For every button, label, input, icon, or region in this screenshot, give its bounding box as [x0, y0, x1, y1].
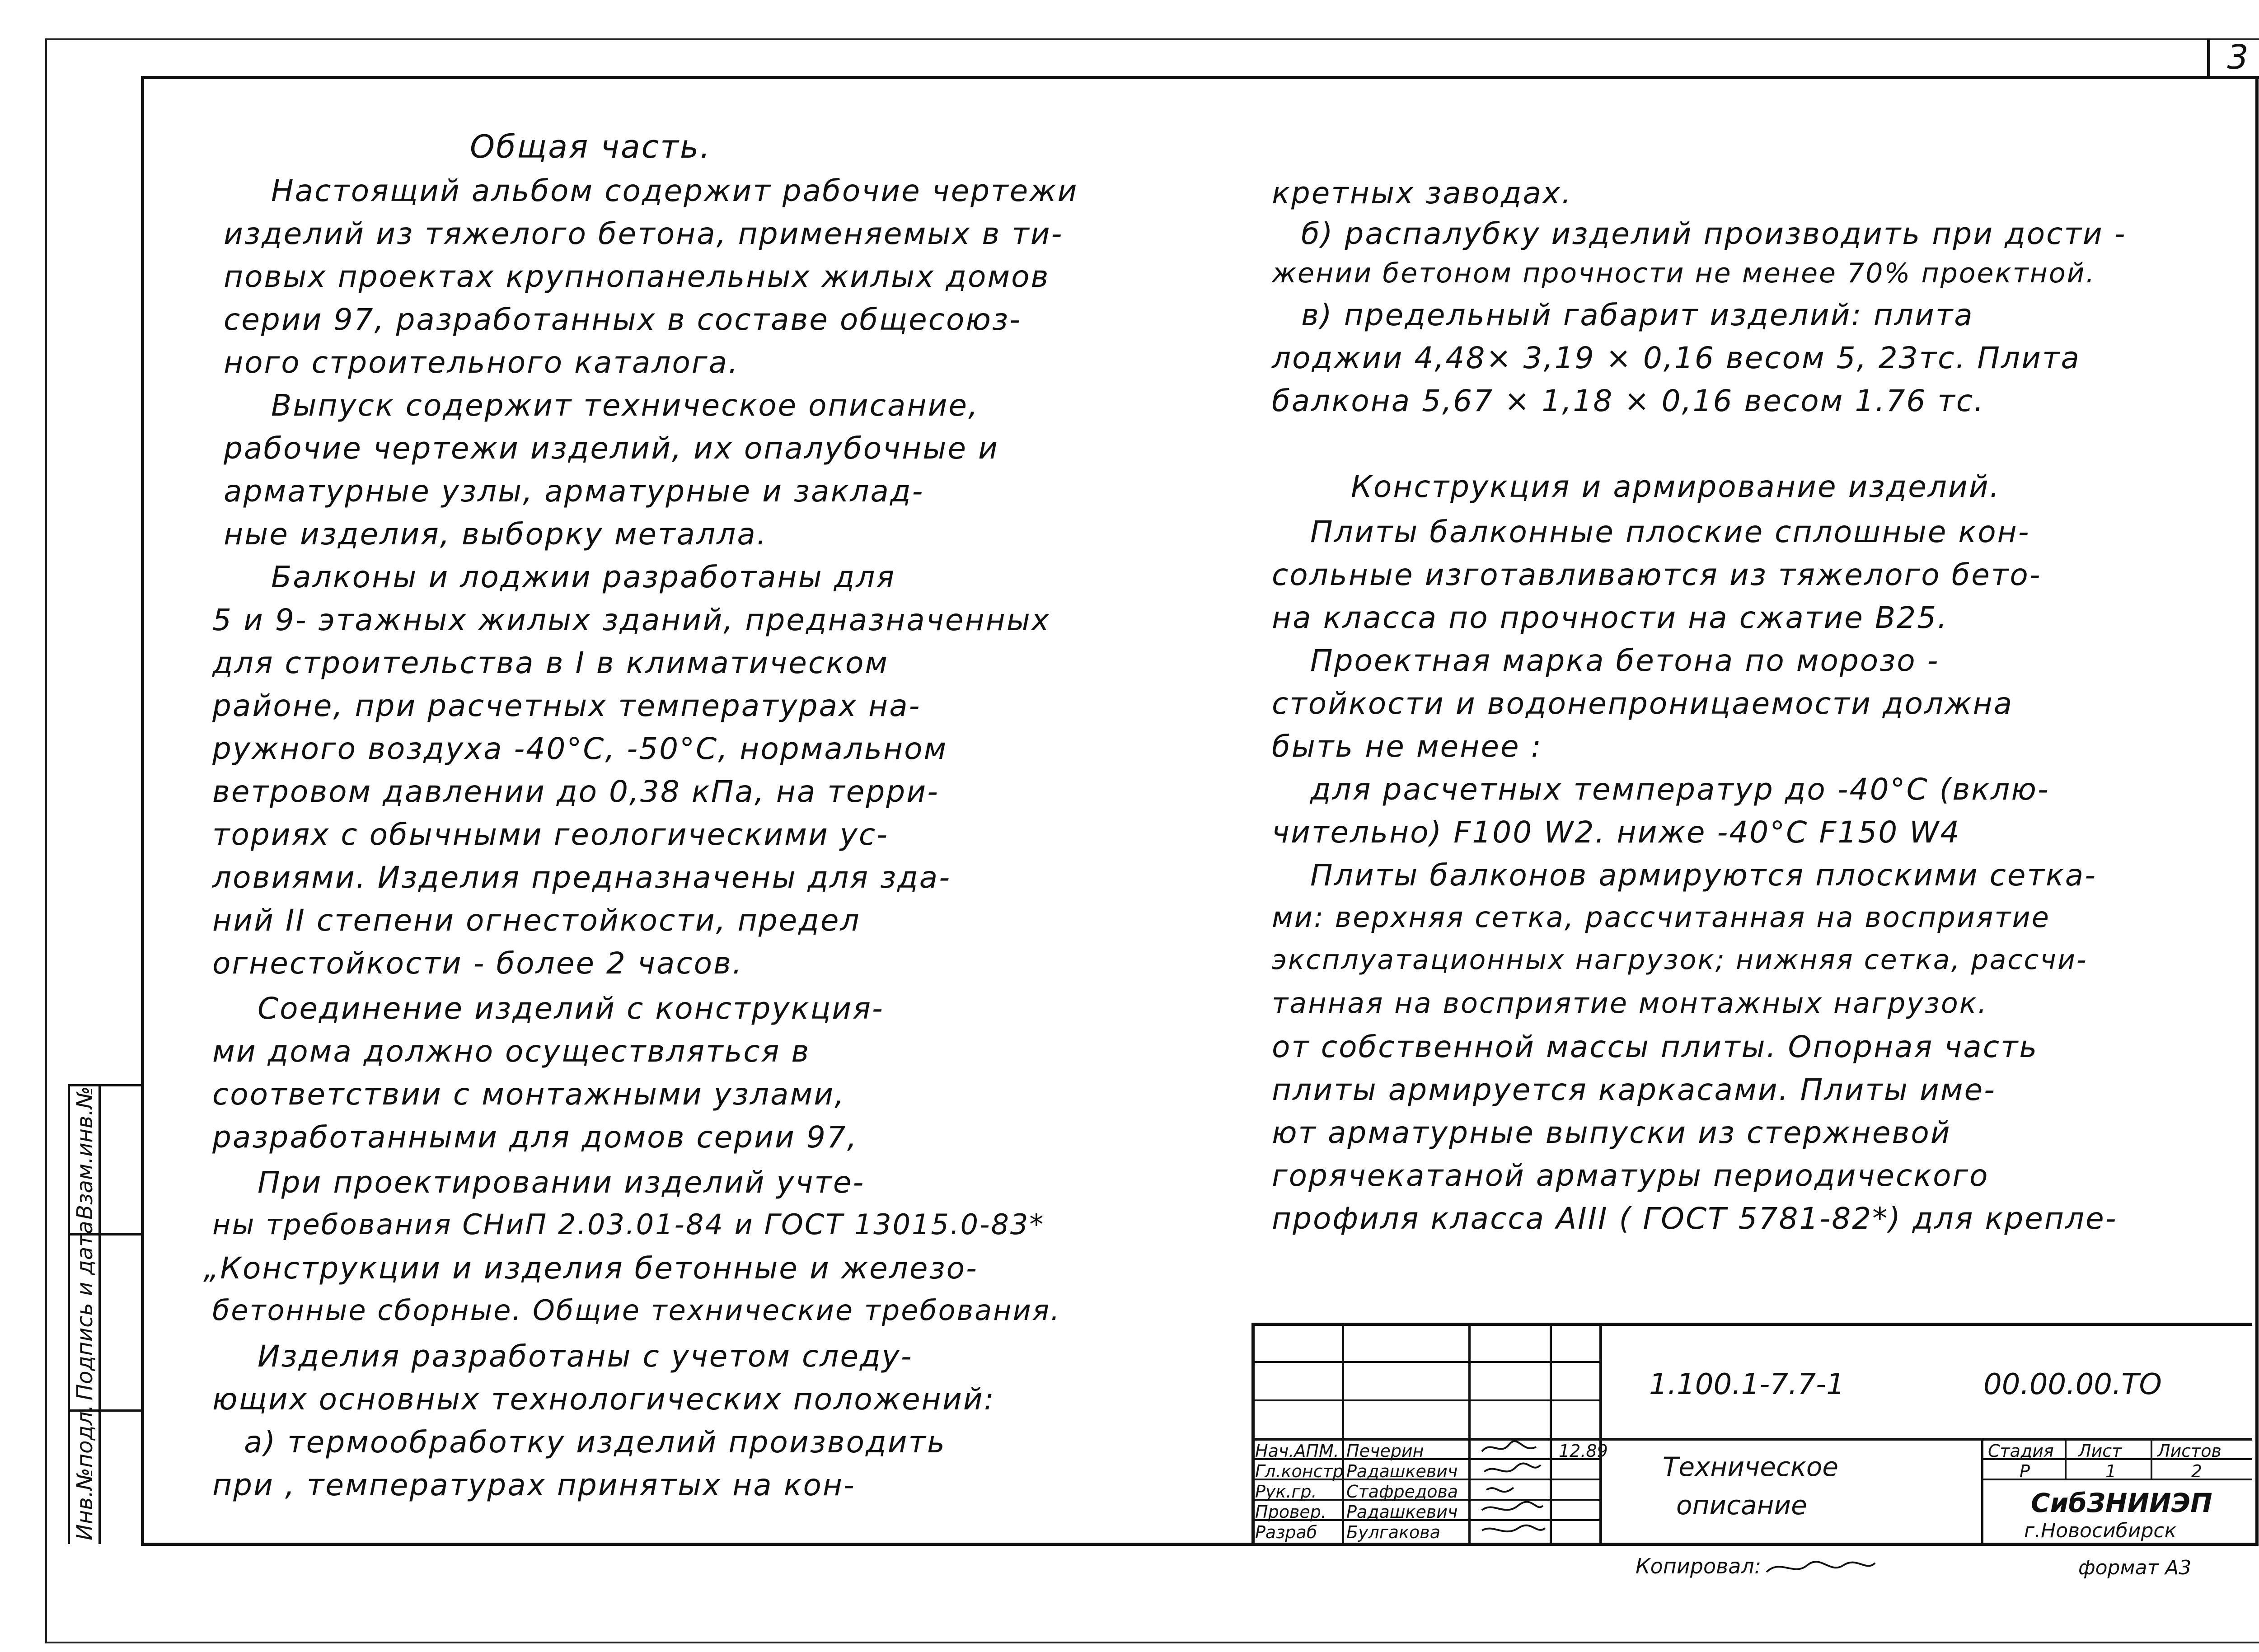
role-name: Радашкевич	[1346, 1461, 1458, 1481]
text-line: ловиями. Изделия предназначены для зда-	[212, 860, 951, 895]
text-line: повых проектах крупнопанельных жилых домов	[224, 259, 1050, 294]
text-line: При проектировании изделий учте-	[258, 1165, 865, 1200]
text-line: Изделия разработаны с учетом следу-	[258, 1339, 913, 1374]
text-line: огнестойкости - более 2 часов.	[212, 946, 743, 981]
text-line: профиля класса АIII ( ГОСТ 5781-82*) для крепле-	[1272, 1201, 2118, 1236]
section-heading: Общая часть.	[470, 128, 712, 165]
text-line: бетонные сборные. Общие технические требования.	[212, 1294, 1061, 1327]
text-line: б) распалубку изделий производить при дости -	[1301, 216, 2127, 251]
side-label-inventory: Инв.№подл.	[72, 1404, 98, 1540]
text-line: Плиты балконов армируются плоскими сетка-	[1310, 858, 2097, 893]
document-number: 00.00.00.ТО	[1983, 1368, 2162, 1401]
copied-by-label: Копировал:	[1636, 1554, 1762, 1578]
role-label: Провер.	[1255, 1502, 1326, 1522]
organization-name: СибЗНИИЭП	[2031, 1488, 2212, 1518]
text-line: ми: верхняя сетка, рассчитанная на восприятие	[1272, 901, 2050, 934]
text-line: для строительства в I в климатическом	[212, 646, 889, 680]
stage-header: Стадия	[1988, 1441, 2054, 1461]
text-line: ющих основных технологических положений:	[212, 1382, 995, 1417]
role-name: Булгакова	[1346, 1522, 1440, 1542]
text-line: ний II степени огнестойкости, предел	[212, 903, 861, 938]
stage-value: Р	[2020, 1461, 2030, 1481]
text-line: для расчетных температур до -40°С (вклю-	[1310, 772, 2050, 807]
side-approval-strip	[68, 1084, 141, 1545]
sheets-value: 2	[2191, 1461, 2203, 1481]
text-line: от собственной массы плиты. Опорная часть	[1272, 1030, 2039, 1064]
document-code: 1.100.1-7.7-1	[1649, 1368, 1845, 1401]
text-line: ми дома должно осуществляться в	[212, 1034, 811, 1069]
text-line: Балконы и лоджии разработаны для	[271, 560, 896, 594]
text-line: Плиты балконные плоские сплошные кон-	[1310, 515, 2030, 549]
text-line: быть не менее :	[1272, 729, 1542, 764]
role-label: Разраб	[1255, 1522, 1317, 1542]
sheet-value: 1	[2105, 1461, 2117, 1481]
text-line: Проектная марка бетона по морозо -	[1310, 643, 1940, 678]
text-line: изделий из тяжелого бетона, применяемых в ти-	[224, 216, 1064, 251]
copier-signature	[1762, 1554, 1879, 1581]
text-line: танная на восприятие монтажных нагрузок.	[1272, 987, 1988, 1020]
approval-date: 12.89	[1559, 1441, 1608, 1461]
text-line: районе, при расчетных температурах на-	[212, 688, 921, 723]
text-line: балкона 5,67 × 1,18 × 0,16 весом 1.76 тс.	[1272, 384, 1985, 418]
text-line: соответствии с монтажными узлами,	[212, 1077, 846, 1112]
title-block	[1251, 1323, 2252, 1543]
text-line: ные изделия, выборку металла.	[224, 517, 768, 552]
text-line: ного строительного каталога.	[224, 345, 740, 380]
document-title-line-2: описание	[1676, 1490, 1807, 1521]
text-line: сольные изготавливаются из тяжелого бето-	[1272, 557, 2042, 592]
role-name: Печерин	[1346, 1441, 1424, 1461]
sheet-number-box	[2207, 38, 2259, 79]
signature-scribbles	[1473, 1438, 1547, 1543]
text-line: на класса по прочности на сжатие В25.	[1272, 600, 1949, 635]
sheet-header: Лист	[2078, 1441, 2122, 1461]
role-name: Радашкевич	[1346, 1502, 1458, 1522]
text-line: Выпуск содержит техническое описание,	[271, 388, 979, 423]
organization-city: г.Новосибирск	[2024, 1519, 2177, 1542]
text-line: арматурные узлы, арматурные и заклад-	[224, 474, 924, 509]
sheets-header: Листов	[2157, 1441, 2222, 1461]
text-line: рабочие чертежи изделий, их опалубочные и	[224, 431, 999, 466]
text-line: ружного воздуха -40°С, -50°С, нормальном	[212, 731, 948, 766]
text-line: ют арматурные выпуски из стержневой	[1272, 1115, 1951, 1150]
text-line: горячекатаной арматуры периодического	[1272, 1158, 1989, 1193]
role-label: Нач.АПМ.	[1255, 1441, 1339, 1461]
role-name: Стафредова	[1346, 1482, 1458, 1502]
text-line: кретных заводах.	[1272, 176, 1573, 211]
sheet-number: 3	[2227, 37, 2249, 77]
text-line: эксплуатационных нагрузок; нижняя сетка, рассчи-	[1272, 944, 2088, 976]
text-line: ны требования СНиП 2.03.01-84 и ГОСТ 13015.0-83*	[212, 1208, 1045, 1241]
text-line: при , температурах принятых на кон-	[212, 1468, 856, 1502]
text-line: ветровом давлении до 0,38 кПа, на терри-	[212, 774, 939, 809]
text-line: в) предельный габарит изделий: плита	[1301, 298, 1974, 332]
text-line: плиты армируется каркасами. Плиты име-	[1272, 1072, 1996, 1107]
text-line: стойкости и водонепроницаемости должна	[1272, 686, 2014, 721]
paper-format: формат А3	[2078, 1556, 2192, 1579]
document-title-line-1: Техническое	[1663, 1451, 1839, 1482]
text-line: лоджии 4,48× 3,19 × 0,16 весом 5, 23тс. Плита	[1272, 341, 2081, 375]
text-line: ториях с обычными геологическими ус-	[212, 817, 889, 852]
text-line: „Конструкции и изделия бетонные и железо-	[203, 1251, 978, 1286]
text-line: 5 и 9- этажных жилых зданий, предназначенных	[212, 603, 1050, 637]
text-line: Конструкция и армирование изделий.	[1351, 469, 2001, 504]
text-line: Настоящий альбом содержит рабочие чертежи	[271, 173, 1078, 208]
text-line: серии 97, разработанных в составе общесоюз-	[224, 302, 1022, 337]
side-label-signature: Подпись и дата	[72, 1221, 98, 1400]
text-line: Соединение изделий с конструкция-	[258, 991, 884, 1026]
text-line: чительно) F100 W2. ниже -40°С F150 W4	[1272, 815, 1961, 850]
side-label-replacement: Взам.инв.№	[72, 1086, 98, 1220]
text-line: а) термообработку изделий производить	[244, 1425, 946, 1460]
role-label: Рук.гр.	[1255, 1482, 1317, 1502]
role-label: Гл.констр	[1255, 1461, 1344, 1481]
text-line: разработанными для домов серии 97,	[212, 1120, 858, 1155]
text-line: жении бетоном прочности не менее 70% проектной.	[1272, 257, 2096, 289]
